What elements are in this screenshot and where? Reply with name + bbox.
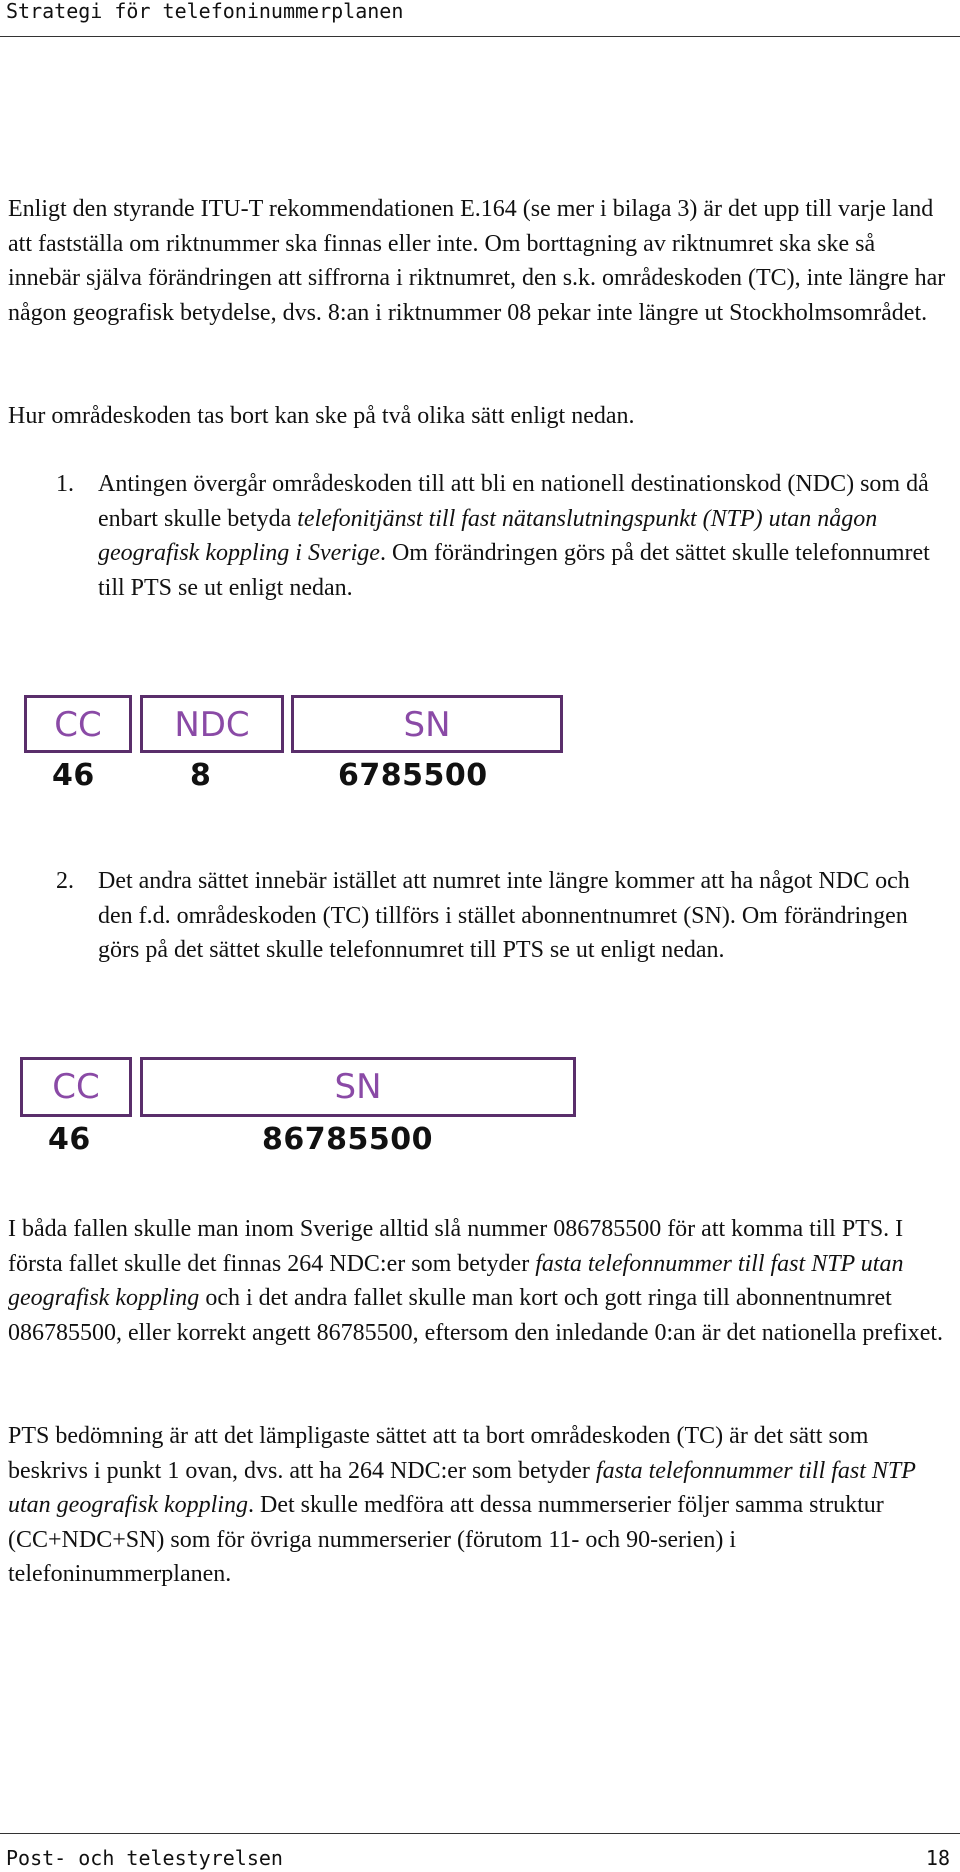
list-number: 2. (56, 868, 74, 894)
footer-org: Post- och telestyrelsen (6, 1846, 283, 1870)
list-text: Det andra sättet innebär istället att numret inte längre kommer att ha något NDC och den f.d. områdeskoden (TC) tillförs i stället abonnentnumret (SN). Om förändringen görs på det sättet skulle telefonnumret till PTS se ut enligt nedan. (98, 868, 910, 963)
list-text: Antingen övergår områdeskoden till att bli en nationell destinationskod (NDC) som då enbart skulle betyda telefonitjänst till fast nätanslutningspunkt (NTP) utan någon geografisk koppling i Sverige. Om förändringen görs på det sättet skulle telefonnumret till PTS se ut enligt nedan. (98, 471, 930, 601)
header-title: Strategi för telefoninummerplanen (6, 0, 404, 23)
list-number: 1. (56, 471, 74, 497)
sn-value: 86785500 (262, 1122, 433, 1157)
paragraph-dialing: I båda fallen skulle man inom Sverige alltid slå nummer 086785500 för att komma till PTS. I första fallet skulle det finnas 264 NDC:er som betyder fasta telefonnummer till fast NTP utan geografisk koppling och i det andra fallet skulle man kort och gott ringa till abonnentnumret 086785500, eller korrekt angett 86785500, eftersom den inledande 0:an är det nationella prefixet. (8, 1216, 944, 1346)
sn-box: SN (291, 695, 563, 753)
cc-value: 46 (52, 758, 95, 793)
paragraph-intro: Enligt den styrande ITU-T rekommendationen E.164 (se mer i bilaga 3) är det upp till varje land att fastställa om riktnummer ska finnas eller inte. Om borttagning av riktnumret ska ske så innebär själva förändringen att siffrorna i riktnumret, den s.k. områdeskoden (TC), inte längre har någon geografisk betydelse, dvs. 8:an i riktnummer 08 pekar inte längre ut Stockholmsområdet. (8, 196, 946, 326)
sn-value: 6785500 (338, 758, 488, 793)
cc-value: 46 (48, 1122, 91, 1157)
paragraph-methods: Hur områdeskoden tas bort kan ske på två olika sätt enligt nedan. (8, 403, 635, 429)
page-header (0, 0, 960, 37)
page-footer (0, 1833, 960, 1872)
page-number: 18 (925, 1846, 950, 1870)
sn-box: SN (140, 1057, 576, 1117)
cc-box: CC (20, 1057, 132, 1117)
paragraph-assessment: PTS bedömning är att det lämpligaste sättet att ta bort områdeskoden (TC) är det sätt som beskrivs i punkt 1 ovan, dvs. att ha 264 NDC:er som betyder fasta telefonnummer till fast NTP utan geografisk koppling. Det skulle medföra att dessa nummerserier följer samma struktur (CC+NDC+SN) som för övriga nummerserier (förutom 11- och 90-serien) i telefoninummerplanen. (8, 1423, 916, 1587)
cc-box: CC (24, 695, 132, 753)
ndc-value: 8 (190, 758, 212, 793)
ndc-box: NDC (140, 695, 284, 753)
